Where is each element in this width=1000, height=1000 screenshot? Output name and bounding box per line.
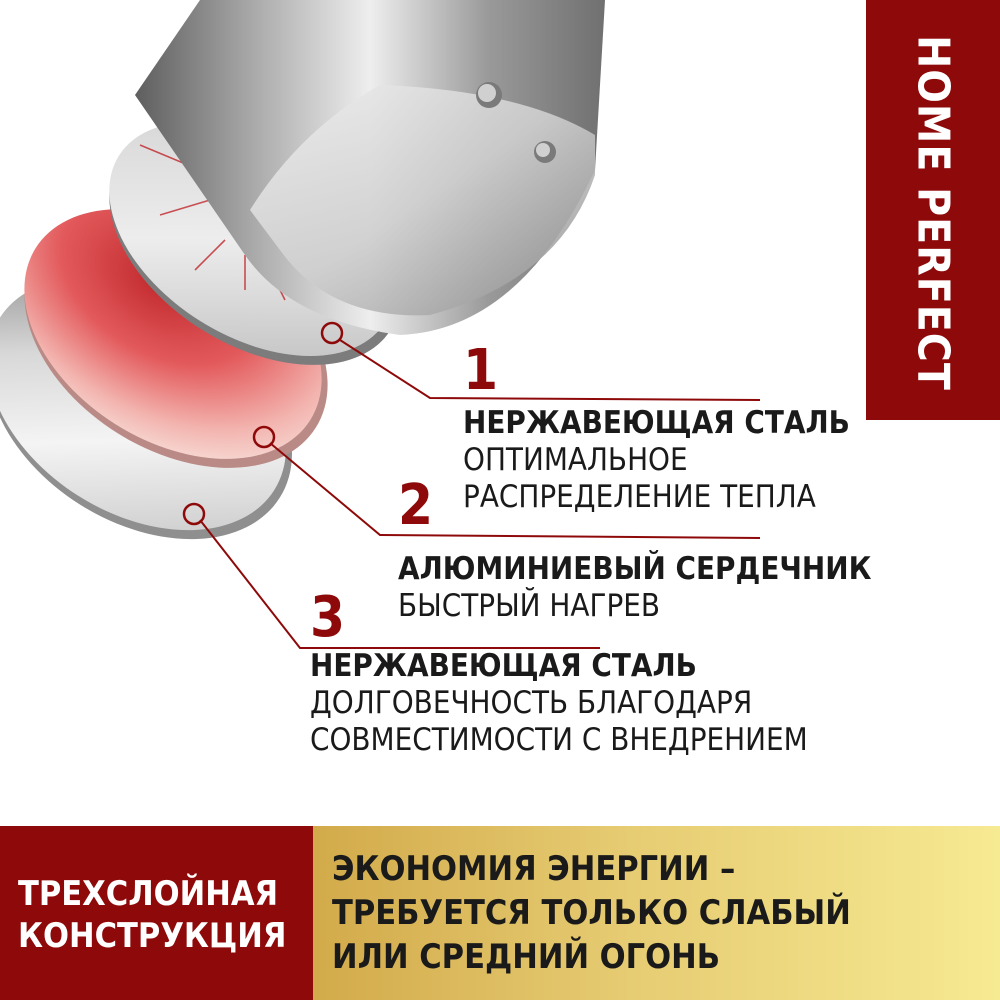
construction-line-1: ТРЕХСЛОЙНАЯ [18,874,279,914]
energy-saving-text [332,847,851,979]
layer-1-title: НЕРЖАВЕЮЩАЯ СТАЛЬ [463,405,850,441]
layer-2-title: АЛЮМИНИЕВЫЙ СЕРДЕЧНИК [398,551,872,587]
layer-2-number: 2 [398,473,434,538]
layer-1-info [463,405,850,516]
construction-label [18,873,286,957]
energy-line-1: ЭКОНОМИЯ ЭНЕРГИИ – [332,849,736,889]
layer-2-info [398,551,871,625]
brand-name: HOME PERFECT [907,35,959,391]
layer-1-number: 1 [463,338,499,403]
layer-2-line-1: БЫСТРЫЙ НАГРЕВ [398,588,661,624]
layer-1-line-2: РАСПРЕДЕЛЕНИЕ ТЕПЛА [463,479,816,515]
layer-3-line-2: СОВМЕСТИМОСТИ С ВНЕДРЕНИЕМ [310,722,808,758]
layer-3-number: 3 [310,585,346,650]
layer-1-line-1: ОПТИМАЛЬНОЕ [463,442,688,478]
footer-energy-panel [313,826,1000,1000]
footer-construction-panel [0,826,313,1000]
energy-line-2: ТРЕБУЕТСЯ ТОЛЬКО СЛАБЫЙ [332,893,851,933]
layer-3-info [310,648,808,759]
construction-line-2: КОНСТРУКЦИЯ [18,916,287,956]
layer-3-line-1: ДОЛГОВЕЧНОСТЬ БЛАГОДАРЯ [310,685,753,721]
layer-3-title: НЕРЖАВЕЮЩАЯ СТАЛЬ [310,648,697,684]
energy-line-3: ИЛИ СРЕДНИЙ ОГОНЬ [332,937,721,977]
